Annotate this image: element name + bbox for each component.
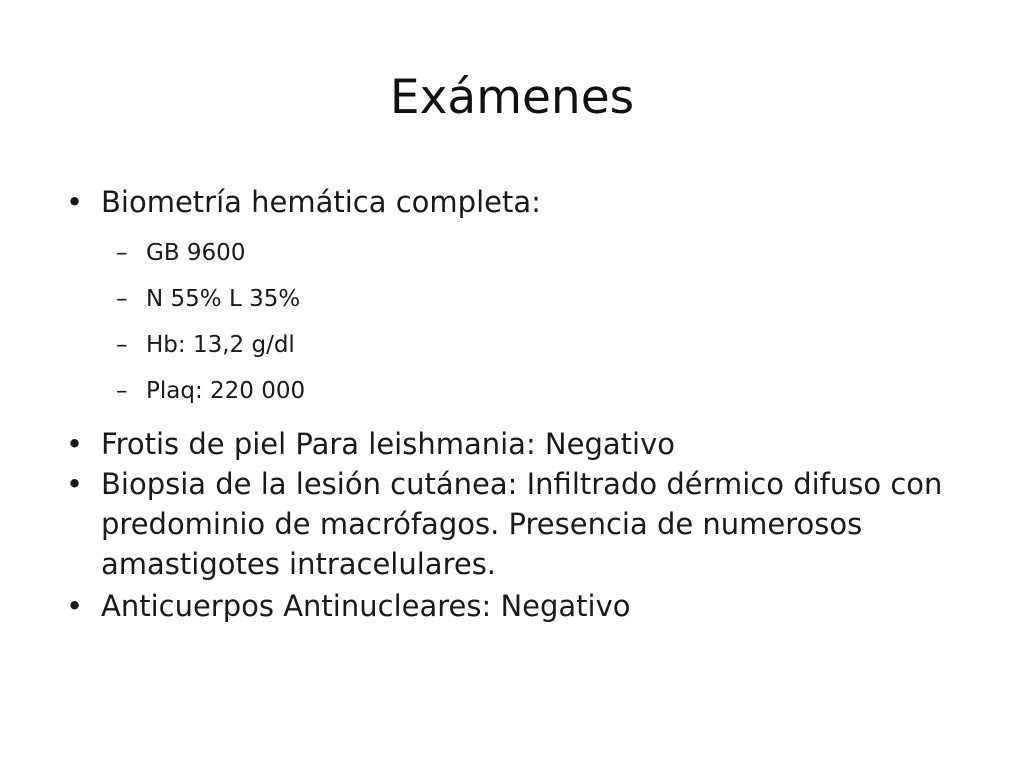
dash-icon: – — [116, 240, 128, 266]
slide-body — [64, 182, 964, 626]
bullet-icon: • — [66, 467, 84, 501]
bullet-icon: • — [66, 589, 84, 623]
sub-item-neutrofilos-linfocitos — [64, 276, 964, 322]
bullet-text: Frotis de piel Para leishmania: Negativo — [101, 427, 675, 461]
bullet-icon: • — [66, 185, 84, 219]
sub-item-text: GB 9600 — [146, 240, 246, 266]
bullet-text: Biopsia de la lesión cutánea: Infiltrado dérmico difuso con predominio de macrófagos. Presencia de numerosos amastigotes intracelulares. — [101, 467, 943, 581]
bullet-text: Biometría hemática completa: — [101, 185, 541, 219]
sub-item-text: Hb: 13,2 g/dl — [146, 332, 295, 358]
bullet-item-anticuerpos — [64, 586, 964, 626]
sub-item-hemoglobina — [64, 322, 964, 368]
sub-item-plaquetas — [64, 368, 964, 414]
bullet-item-biometria — [64, 182, 964, 222]
sub-item-text: N 55% L 35% — [146, 286, 301, 312]
dash-icon: – — [116, 378, 128, 404]
dash-icon: – — [116, 286, 128, 312]
bullet-text: Anticuerpos Antinucleares: Negativo — [101, 589, 631, 623]
sub-item-text: Plaq: 220 000 — [146, 378, 306, 404]
bullet-icon: • — [66, 427, 84, 461]
slide-title: Exámenes — [389, 70, 635, 125]
sub-item-gb — [64, 230, 964, 276]
dash-icon: – — [116, 332, 128, 358]
bullet-item-frotis — [64, 424, 964, 464]
bullet-item-biopsia — [64, 464, 964, 584]
